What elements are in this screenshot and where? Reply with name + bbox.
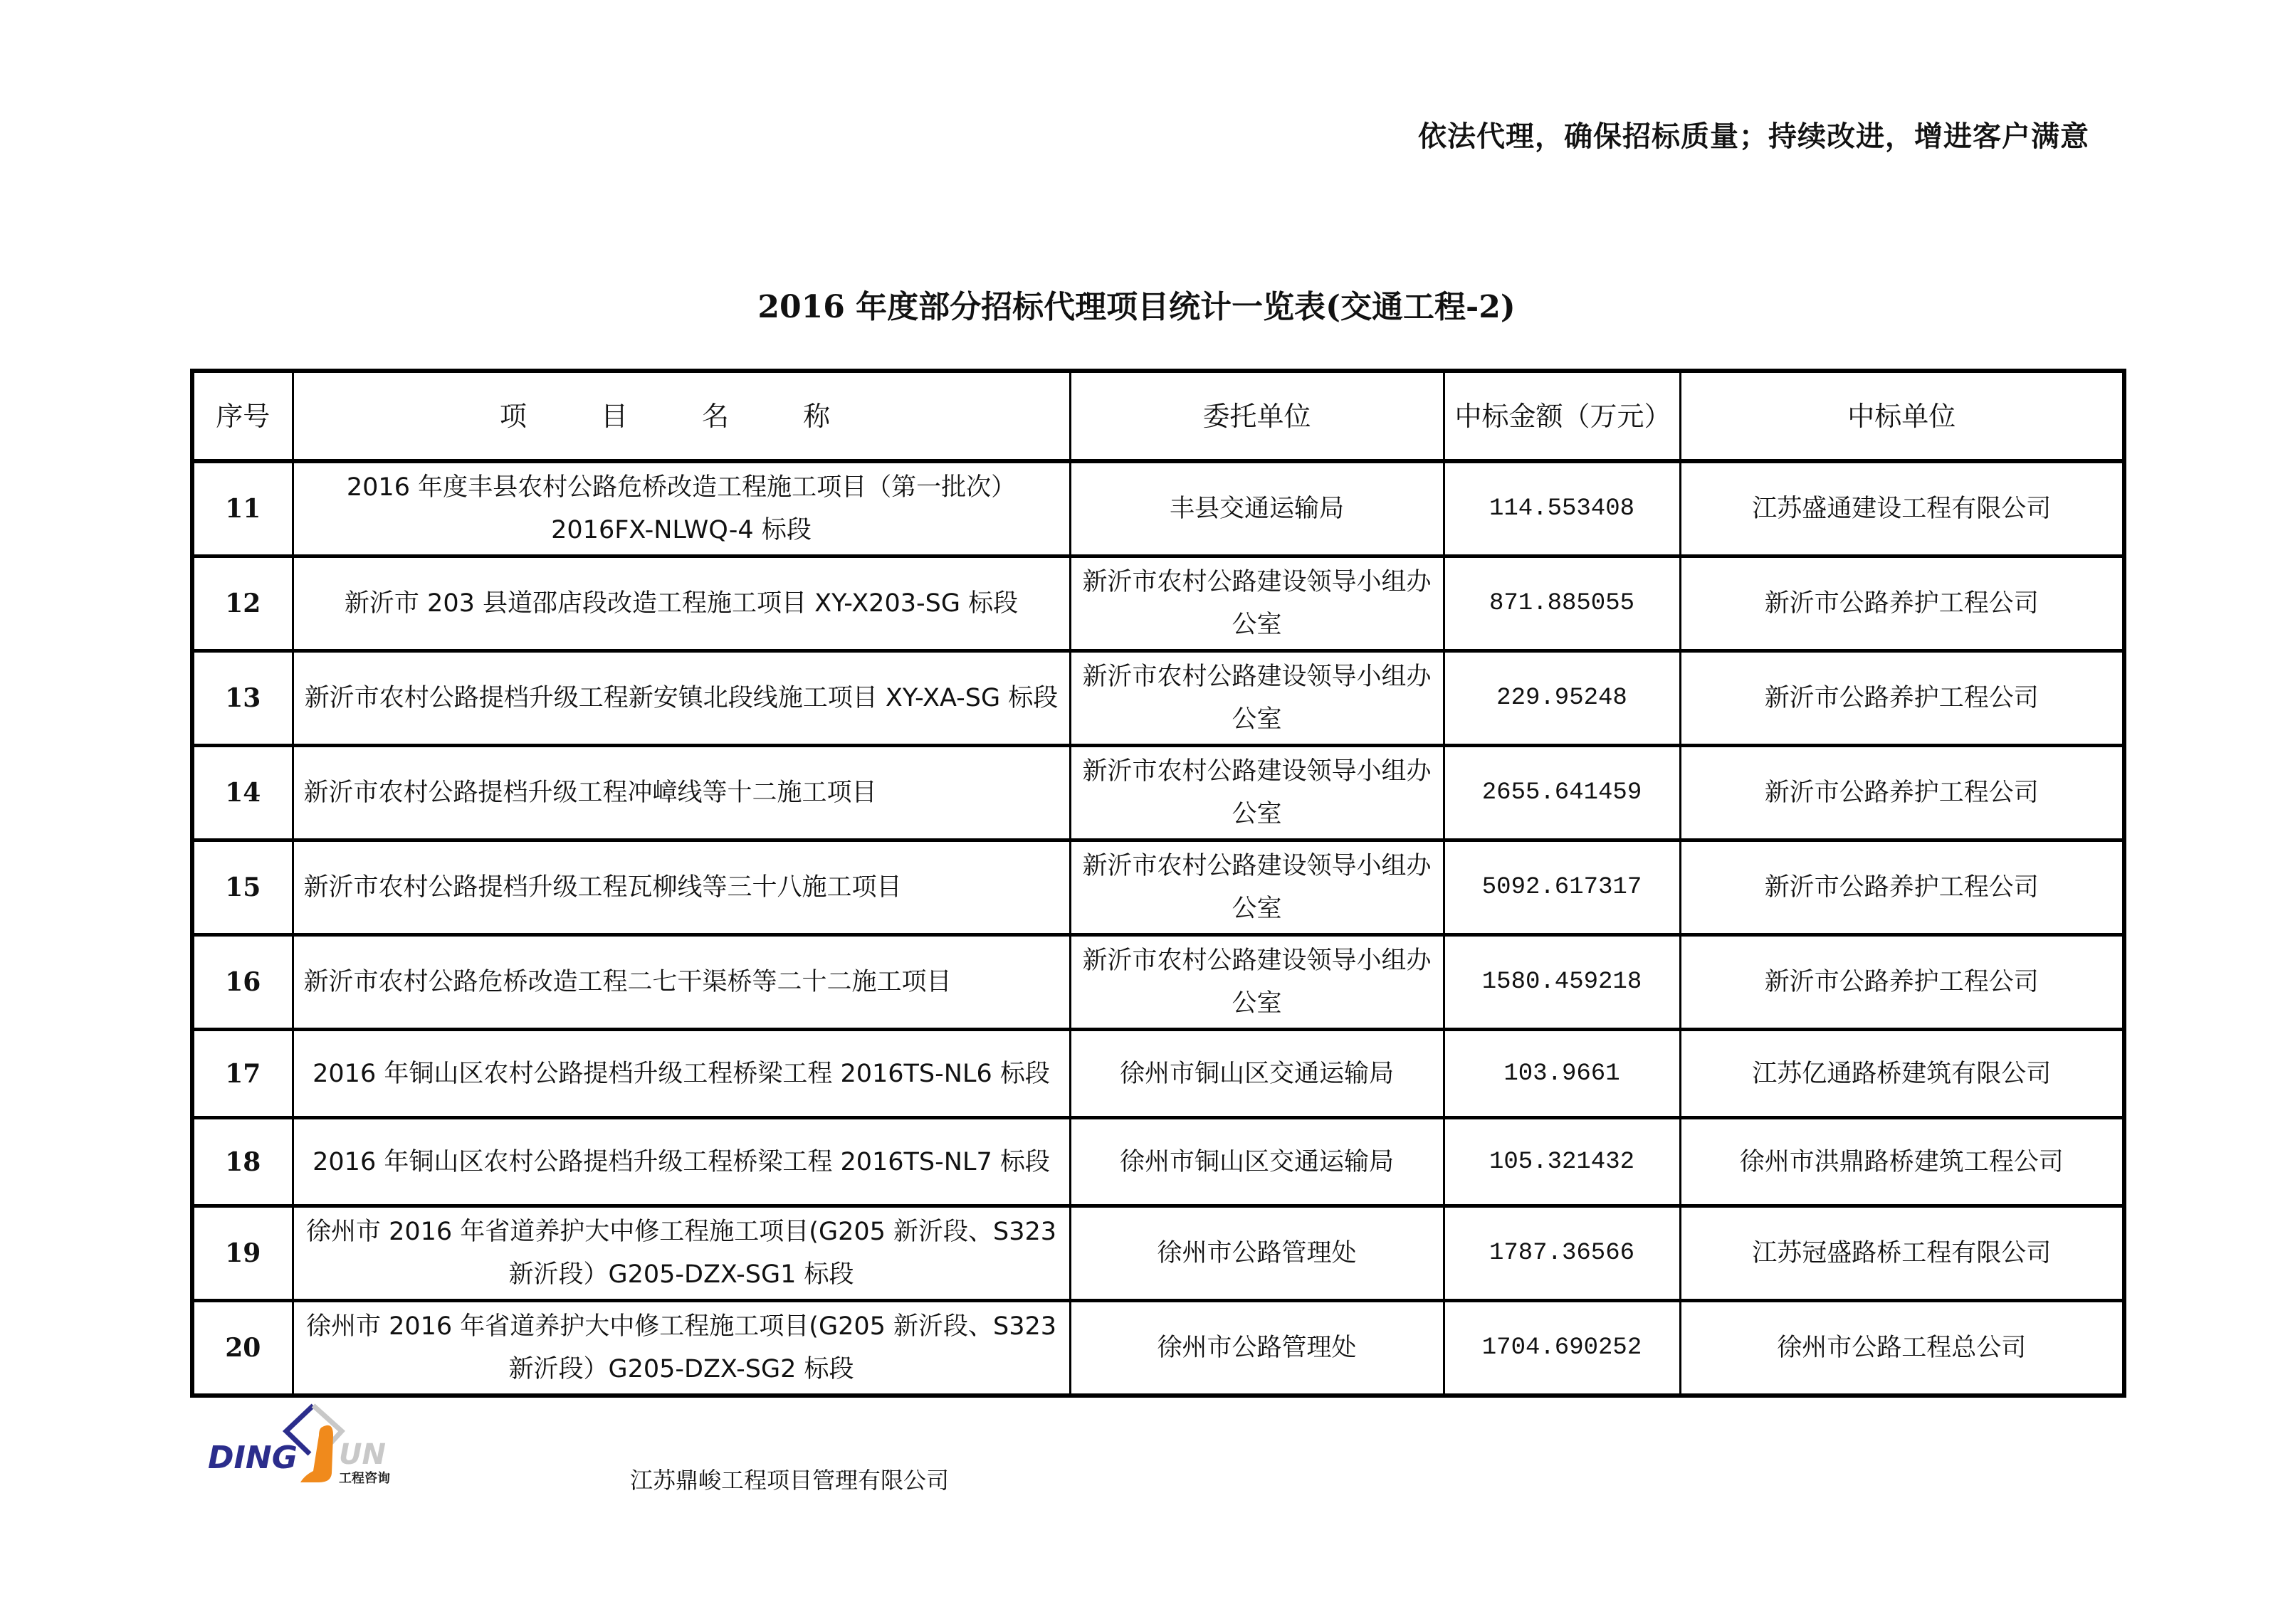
company-name: 江苏鼎峻工程项目管理有限公司 [630,1467,950,1494]
table-row [192,746,2124,840]
cell-project-name: 徐州市 2016 年省道养护大中修工程施工项目(G205 新沂段、S323 新沂段）G205-DZX-SG1 标段 [293,1206,1070,1301]
column-header-seq: 序号 [192,371,293,461]
cell-winner: 新沂市公路养护工程公司 [1680,557,2124,651]
cell-amount: 1580.459218 [1444,935,1680,1030]
cell-amount: 1704.690252 [1444,1301,1680,1396]
cell-client: 丰县交通运输局 [1070,461,1444,557]
cell-project-name: 新沂市农村公路提档升级工程冲嶂线等十二施工项目 [293,746,1070,840]
cell-client: 新沂市农村公路建设领导小组办公室 [1070,935,1444,1030]
cell-project-name: 新沂市 203 县道邵店段改造工程施工项目 XY-X203-SG 标段 [293,557,1070,651]
cell-project-name: 2016 年度丰县农村公路危桥改造工程施工项目（第一批次）2016FX-NLWQ-4 标段 [293,461,1070,557]
dingjun-logo [206,1384,413,1491]
cell-seq: 15 [192,840,293,935]
cell-winner: 徐州市洪鼎路桥建筑工程公司 [1680,1118,2124,1206]
cell-project-name: 徐州市 2016 年省道养护大中修工程施工项目(G205 新沂段、S323 新沂段）G205-DZX-SG2 标段 [293,1301,1070,1396]
cell-project-name: 2016 年铜山区农村公路提档升级工程桥梁工程 2016TS-NL7 标段 [293,1118,1070,1206]
table-row [192,651,2124,746]
cell-amount: 229.95248 [1444,651,1680,746]
cell-seq: 12 [192,557,293,651]
cell-winner: 新沂市公路养护工程公司 [1680,746,2124,840]
cell-seq: 17 [192,1030,293,1118]
svg-text:UN: UN [339,1438,386,1471]
column-header-amount: 中标金额（万元） [1444,371,1680,461]
cell-seq: 11 [192,461,293,557]
cell-client: 新沂市农村公路建设领导小组办公室 [1070,746,1444,840]
cell-seq: 13 [192,651,293,746]
cell-amount: 1787.36566 [1444,1206,1680,1301]
cell-project-name: 2016 年铜山区农村公路提档升级工程桥梁工程 2016TS-NL6 标段 [293,1030,1070,1118]
cell-project-name: 新沂市农村公路提档升级工程瓦柳线等三十八施工项目 [293,840,1070,935]
table-row [192,1030,2124,1118]
cell-seq: 14 [192,746,293,840]
table-header-row [192,371,2124,461]
table-row [192,557,2124,651]
table-row [192,1118,2124,1206]
table-row [192,935,2124,1030]
cell-client: 新沂市农村公路建设领导小组办公室 [1070,840,1444,935]
cell-winner: 新沂市公路养护工程公司 [1680,840,2124,935]
cell-winner: 新沂市公路养护工程公司 [1680,651,2124,746]
column-header-winner: 中标单位 [1680,371,2124,461]
cell-winner: 新沂市公路养护工程公司 [1680,935,2124,1030]
project-table [190,369,2126,1398]
column-header-client: 委托单位 [1070,371,1444,461]
cell-seq: 18 [192,1118,293,1206]
cell-amount: 871.885055 [1444,557,1680,651]
cell-amount: 5092.617317 [1444,840,1680,935]
cell-seq: 19 [192,1206,293,1301]
cell-amount: 114.553408 [1444,461,1680,557]
table-row [192,840,2124,935]
cell-winner: 江苏亿通路桥建筑有限公司 [1680,1030,2124,1118]
cell-winner: 江苏盛通建设工程有限公司 [1680,461,2124,557]
cell-amount: 2655.641459 [1444,746,1680,840]
cell-client: 徐州市公路管理处 [1070,1206,1444,1301]
cell-project-name: 新沂市农村公路危桥改造工程二七干渠桥等二十二施工项目 [293,935,1070,1030]
cell-client: 徐州市铜山区交通运输局 [1070,1118,1444,1206]
header-slogan: 依法代理，确保招标质量；持续改进，增进客户满意 [1418,120,2089,153]
cell-amount: 105.321432 [1444,1118,1680,1206]
svg-text:DING: DING [208,1440,298,1476]
cell-winner: 江苏冠盛路桥工程有限公司 [1680,1206,2124,1301]
table-row [192,1206,2124,1301]
cell-winner: 徐州市公路工程总公司 [1680,1301,2124,1396]
column-header-project-name: 项 目 名 称 [293,371,1070,461]
dingjun-logo-icon [206,1384,413,1491]
document-title: 2016 年度部分招标代理项目统计一览表(交通工程-2) [757,289,1516,325]
cell-client: 新沂市农村公路建设领导小组办公室 [1070,651,1444,746]
cell-amount: 103.9661 [1444,1030,1680,1118]
cell-project-name: 新沂市农村公路提档升级工程新安镇北段线施工项目 XY-XA-SG 标段 [293,651,1070,746]
cell-seq: 20 [192,1301,293,1396]
table-row [192,461,2124,557]
cell-client: 徐州市铜山区交通运输局 [1070,1030,1444,1118]
cell-client: 新沂市农村公路建设领导小组办公室 [1070,557,1444,651]
svg-text:工程咨询: 工程咨询 [339,1471,390,1486]
cell-client: 徐州市公路管理处 [1070,1301,1444,1396]
cell-seq: 16 [192,935,293,1030]
table-row [192,1301,2124,1396]
